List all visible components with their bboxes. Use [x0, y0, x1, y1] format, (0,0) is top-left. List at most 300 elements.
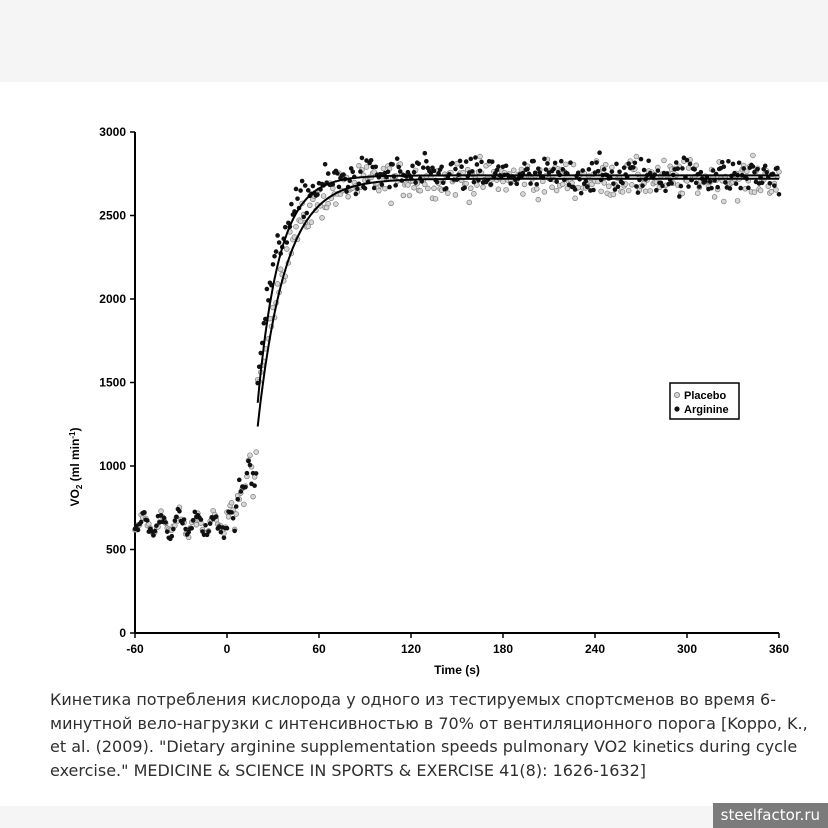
data-point-arginine — [289, 202, 294, 207]
data-point-placebo — [481, 185, 486, 190]
data-point-arginine — [636, 190, 641, 195]
data-point-arginine — [355, 186, 360, 191]
data-point-arginine — [551, 167, 556, 172]
data-point-arginine — [616, 184, 621, 189]
data-point-arginine — [534, 182, 539, 187]
data-point-arginine — [488, 182, 493, 187]
data-point-placebo — [241, 502, 246, 507]
data-point-arginine — [515, 182, 520, 187]
data-point-arginine — [369, 158, 374, 163]
site-watermark: steelfactor.ru — [713, 803, 828, 828]
data-point-arginine — [746, 186, 751, 191]
data-point-arginine — [222, 535, 227, 540]
data-point-placebo — [751, 153, 756, 158]
data-point-arginine — [458, 159, 463, 164]
data-point-placebo — [464, 181, 469, 186]
data-point-arginine — [199, 517, 204, 522]
data-point-arginine — [654, 188, 659, 193]
data-point-placebo — [346, 194, 351, 199]
data-point-arginine — [154, 523, 159, 528]
data-point-arginine — [416, 161, 421, 166]
data-point-placebo — [383, 186, 388, 191]
data-point-arginine — [203, 523, 208, 528]
data-point-placebo — [496, 187, 501, 192]
data-point-placebo — [418, 188, 423, 193]
data-point-arginine — [542, 157, 547, 162]
data-point-arginine — [153, 529, 158, 534]
data-point-placebo — [758, 188, 763, 193]
data-point-arginine — [423, 151, 428, 156]
data-point-placebo — [467, 200, 472, 205]
data-point-placebo — [606, 184, 611, 189]
data-point-placebo — [433, 196, 438, 201]
data-point-arginine — [373, 165, 378, 170]
data-point-arginine — [734, 181, 739, 186]
data-point-placebo — [320, 215, 325, 220]
data-point-placebo — [284, 247, 289, 252]
data-point-arginine — [162, 516, 167, 521]
data-point-placebo — [626, 188, 631, 193]
data-point-placebo — [159, 509, 164, 514]
data-point-placebo — [307, 203, 312, 208]
data-point-arginine — [323, 162, 328, 167]
data-point-arginine — [479, 160, 484, 165]
data-point-arginine — [387, 185, 392, 190]
bottom-band — [0, 806, 828, 828]
data-point-arginine — [163, 520, 168, 525]
data-point-placebo — [326, 201, 331, 206]
data-point-placebo — [712, 194, 717, 199]
data-point-placebo — [536, 197, 541, 202]
data-point-placebo — [603, 162, 608, 167]
data-point-arginine — [432, 169, 437, 174]
data-point-arginine — [234, 504, 239, 509]
data-point-placebo — [275, 282, 280, 287]
x-tick-label: 240 — [584, 642, 606, 656]
data-point-arginine — [225, 526, 230, 531]
data-point-placebo — [695, 191, 700, 196]
data-point-arginine — [545, 161, 550, 166]
data-point-arginine — [508, 181, 513, 186]
data-point-arginine — [277, 240, 282, 245]
data-point-arginine — [271, 262, 276, 267]
data-point-placebo — [620, 190, 625, 195]
data-point-arginine — [214, 514, 219, 519]
data-point-arginine — [170, 534, 175, 539]
data-point-arginine — [390, 162, 395, 167]
x-tick-label: 120 — [400, 642, 422, 656]
data-point-arginine — [775, 166, 780, 171]
data-point-arginine — [254, 471, 259, 476]
data-point-arginine — [424, 159, 429, 164]
data-point-arginine — [656, 168, 661, 173]
data-point-arginine — [151, 533, 156, 538]
data-point-arginine — [274, 249, 279, 254]
data-point-arginine — [699, 170, 704, 175]
data-point-placebo — [306, 224, 311, 229]
data-point-arginine — [751, 164, 756, 169]
data-point-arginine — [587, 167, 592, 172]
data-point-placebo — [560, 182, 565, 187]
y-axis-title-end: ) — [68, 427, 82, 432]
x-tick-label: 0 — [223, 642, 231, 656]
data-point-arginine — [646, 158, 651, 163]
data-point-placebo — [648, 188, 653, 193]
data-point-arginine — [686, 184, 691, 189]
data-point-arginine — [469, 157, 474, 162]
data-point-arginine — [358, 169, 363, 174]
data-point-arginine — [237, 478, 242, 483]
data-point-arginine — [248, 463, 253, 468]
data-point-placebo — [752, 190, 757, 195]
data-point-placebo — [333, 202, 338, 207]
data-point-arginine — [760, 181, 765, 186]
data-point-arginine — [720, 160, 725, 165]
data-point-arginine — [633, 160, 638, 165]
data-point-arginine — [380, 182, 385, 187]
data-point-placebo — [599, 189, 604, 194]
data-point-arginine — [694, 181, 699, 186]
data-point-arginine — [326, 171, 331, 176]
data-point-arginine — [232, 529, 237, 534]
data-point-placebo — [381, 166, 386, 171]
data-point-arginine — [229, 510, 234, 515]
data-point-arginine — [441, 180, 446, 185]
data-point-placebo — [634, 154, 639, 159]
data-point-placebo — [522, 182, 527, 187]
data-point-arginine — [642, 168, 647, 173]
data-point-placebo — [501, 179, 506, 184]
data-point-arginine — [663, 189, 668, 194]
data-point-arginine — [680, 166, 685, 171]
data-point-placebo — [550, 185, 555, 190]
data-point-arginine — [579, 191, 584, 196]
data-point-arginine — [464, 159, 469, 164]
data-point-arginine — [674, 160, 679, 165]
data-point-placebo — [721, 199, 726, 204]
data-point-arginine — [372, 186, 377, 191]
data-point-arginine — [246, 459, 251, 464]
data-point-arginine — [182, 517, 187, 522]
data-point-placebo — [453, 192, 458, 197]
x-tick-label: 180 — [492, 642, 514, 656]
data-point-placebo — [686, 166, 691, 171]
data-point-arginine — [283, 225, 288, 230]
data-point-arginine — [398, 169, 403, 174]
data-point-placebo — [298, 219, 303, 224]
data-point-arginine — [453, 167, 458, 172]
data-point-arginine — [522, 161, 527, 166]
data-point-arginine — [728, 186, 733, 191]
data-point-arginine — [139, 520, 144, 525]
data-point-arginine — [208, 521, 213, 526]
data-point-arginine — [354, 192, 359, 197]
data-point-arginine — [722, 164, 727, 169]
y-axis-title-main: VO — [68, 489, 82, 507]
data-point-placebo — [226, 514, 231, 519]
data-point-arginine — [614, 162, 619, 167]
data-point-arginine — [311, 184, 316, 189]
data-point-arginine — [573, 187, 578, 192]
data-point-arginine — [295, 196, 300, 201]
data-point-arginine — [602, 167, 607, 172]
data-point-placebo — [229, 500, 234, 505]
data-point-arginine — [768, 181, 773, 186]
data-point-arginine — [252, 483, 257, 488]
data-point-arginine — [741, 166, 746, 171]
x-tick-label: 60 — [312, 642, 326, 656]
data-point-arginine — [622, 165, 627, 170]
data-point-arginine — [439, 164, 444, 169]
data-point-arginine — [626, 161, 631, 166]
data-point-placebo — [278, 267, 283, 272]
data-point-arginine — [410, 164, 415, 169]
legend-label-arginine: Arginine — [684, 404, 729, 416]
data-point-arginine — [165, 529, 170, 534]
data-point-arginine — [660, 184, 665, 189]
data-point-placebo — [389, 201, 394, 206]
data-point-arginine — [591, 188, 596, 193]
data-point-arginine — [272, 254, 277, 259]
data-point-arginine — [306, 188, 311, 193]
data-point-arginine — [738, 186, 743, 191]
data-point-arginine — [692, 167, 697, 172]
data-point-placebo — [468, 186, 473, 191]
data-point-arginine — [669, 181, 674, 186]
data-point-arginine — [470, 169, 475, 174]
y-axis-title-rest: (ml min — [68, 438, 82, 485]
data-point-arginine — [235, 497, 240, 502]
data-point-arginine — [395, 156, 400, 161]
data-point-arginine — [531, 159, 536, 164]
data-point-placebo — [461, 170, 466, 175]
data-point-arginine — [304, 211, 309, 216]
data-point-arginine — [677, 194, 682, 199]
data-point-arginine — [300, 179, 305, 184]
data-point-placebo — [735, 198, 740, 203]
data-point-arginine — [631, 165, 636, 170]
data-point-placebo — [376, 188, 381, 193]
y-tick-label: 1500 — [99, 375, 126, 390]
vo2-kinetics-chart — [0, 82, 828, 682]
data-point-placebo — [554, 188, 559, 193]
data-point-arginine — [475, 162, 480, 167]
data-point-arginine — [639, 157, 644, 162]
data-point-arginine — [303, 183, 308, 188]
data-point-placebo — [769, 189, 774, 194]
x-axis-title: Time (s) — [434, 663, 480, 677]
data-point-placebo — [234, 512, 239, 517]
data-point-arginine — [553, 161, 558, 166]
data-point-arginine — [697, 184, 702, 189]
data-point-arginine — [298, 188, 303, 193]
data-point-arginine — [350, 170, 355, 175]
data-point-arginine — [315, 192, 320, 197]
y-tick-label: 0 — [119, 626, 126, 640]
x-tick-label: -60 — [126, 642, 144, 656]
data-point-placebo — [504, 187, 509, 192]
data-point-placebo — [425, 186, 430, 191]
data-point-arginine — [360, 156, 365, 161]
data-point-placebo — [774, 187, 779, 192]
chart-points — [133, 150, 782, 541]
y-tick-label: 2500 — [99, 208, 126, 223]
data-point-arginine — [413, 180, 418, 185]
data-point-arginine — [504, 163, 509, 168]
data-point-placebo — [432, 186, 437, 191]
data-point-arginine — [688, 162, 693, 167]
data-point-placebo — [248, 453, 253, 458]
data-point-arginine — [421, 165, 426, 170]
data-point-arginine — [363, 186, 368, 191]
data-point-arginine — [275, 233, 280, 238]
data-point-arginine — [590, 161, 595, 166]
data-point-arginine — [568, 160, 573, 165]
data-point-arginine — [396, 165, 401, 170]
data-point-arginine — [777, 192, 782, 197]
data-point-arginine — [177, 509, 182, 514]
data-point-arginine — [596, 169, 601, 174]
data-point-placebo — [478, 154, 483, 159]
data-point-arginine — [585, 184, 590, 189]
data-point-arginine — [473, 155, 478, 160]
data-point-arginine — [737, 160, 742, 165]
data-point-arginine — [171, 527, 176, 532]
data-point-arginine — [723, 180, 728, 185]
data-point-placebo — [254, 450, 259, 455]
data-point-placebo — [573, 196, 578, 201]
data-point-arginine — [243, 485, 248, 490]
fit-line-arginine — [258, 175, 779, 402]
data-point-arginine — [685, 158, 690, 163]
y-tick-label: 3000 — [99, 125, 126, 139]
x-tick-label: 300 — [676, 642, 698, 656]
data-point-arginine — [538, 170, 543, 175]
y-tick-label: 2000 — [99, 292, 126, 306]
data-point-arginine — [496, 164, 501, 169]
y-tick-label: 1000 — [99, 459, 126, 473]
data-point-arginine — [444, 186, 449, 191]
data-point-arginine — [640, 183, 645, 188]
data-point-placebo — [611, 192, 616, 197]
data-point-arginine — [709, 186, 714, 191]
data-point-arginine — [219, 530, 224, 535]
data-point-placebo — [401, 193, 406, 198]
legend — [670, 383, 739, 419]
data-point-arginine — [189, 526, 194, 531]
data-point-arginine — [341, 172, 346, 177]
data-point-arginine — [239, 489, 244, 494]
data-point-arginine — [206, 529, 211, 534]
data-point-arginine — [554, 179, 559, 184]
data-point-arginine — [559, 159, 564, 164]
data-point-placebo — [407, 193, 412, 198]
data-point-placebo — [194, 522, 199, 527]
data-point-placebo — [609, 165, 614, 170]
data-point-arginine — [231, 516, 236, 521]
data-point-arginine — [490, 159, 495, 164]
data-point-arginine — [634, 184, 639, 189]
y-axis-title — [68, 428, 84, 507]
data-point-arginine — [617, 169, 622, 174]
data-point-arginine — [620, 181, 625, 186]
data-point-arginine — [580, 168, 585, 173]
data-point-arginine — [462, 185, 467, 190]
data-point-arginine — [412, 170, 417, 175]
data-point-arginine — [191, 518, 196, 523]
legend-marker-placebo — [674, 392, 679, 397]
data-point-placebo — [309, 220, 314, 225]
data-point-placebo — [321, 194, 326, 199]
data-point-arginine — [301, 215, 306, 220]
data-point-arginine — [594, 160, 599, 165]
data-point-arginine — [335, 171, 340, 176]
data-point-placebo — [662, 158, 667, 163]
data-point-arginine — [435, 180, 440, 185]
data-point-placebo — [542, 190, 547, 195]
data-point-arginine — [337, 185, 342, 190]
data-point-placebo — [643, 189, 648, 194]
y-axis-title-sub: 2 — [75, 484, 84, 490]
data-point-placebo — [534, 186, 539, 191]
data-point-placebo — [364, 165, 369, 170]
top-band — [0, 0, 828, 82]
y-axis-title-sup: -1 — [68, 431, 77, 439]
data-point-arginine — [726, 159, 731, 164]
data-point-arginine — [772, 183, 777, 188]
data-point-arginine — [611, 181, 616, 186]
data-point-arginine — [755, 167, 760, 172]
legend-marker-arginine — [674, 406, 679, 411]
data-point-arginine — [472, 180, 477, 185]
data-point-arginine — [386, 169, 391, 174]
data-point-arginine — [679, 184, 684, 189]
data-point-arginine — [459, 164, 464, 169]
data-point-arginine — [763, 164, 768, 169]
data-point-arginine — [731, 162, 736, 167]
data-point-arginine — [610, 169, 615, 174]
data-point-arginine — [136, 528, 141, 533]
data-point-placebo — [563, 162, 568, 167]
data-point-arginine — [294, 187, 299, 192]
data-point-placebo — [445, 191, 450, 196]
data-point-arginine — [708, 179, 713, 184]
data-point-arginine — [450, 161, 455, 166]
data-point-arginine — [265, 287, 270, 292]
data-point-placebo — [356, 163, 361, 168]
data-point-placebo — [511, 168, 516, 173]
data-point-arginine — [478, 168, 483, 173]
data-point-arginine — [597, 150, 602, 155]
data-point-arginine — [715, 185, 720, 190]
data-point-placebo — [294, 224, 299, 229]
y-tick-label: 500 — [105, 542, 126, 557]
data-point-arginine — [711, 168, 716, 173]
data-point-arginine — [262, 321, 267, 326]
data-point-placebo — [251, 494, 256, 499]
data-point-placebo — [471, 191, 476, 196]
x-tick-label: 360 — [768, 642, 790, 656]
data-point-arginine — [393, 183, 398, 188]
data-point-arginine — [676, 166, 681, 171]
figure-caption: Кинетика потребления кислорода у одного из тестируемых спортсменов во время 6-минутной вело-нагрузки с интенсивностью в 70% от вентиляционного порога [Koppo, K., et al. (2009). "Dietary arginine supplementation speeds pulmonary VO2 kinetics during cycle exercise." MEDICINE & SCIENCE IN SPORTS & EXERCISE 41(8): 1626-1632] — [50, 690, 808, 780]
data-point-arginine — [174, 515, 179, 520]
data-point-arginine — [142, 510, 147, 515]
legend-label-placebo: Placebo — [684, 390, 727, 402]
data-point-placebo — [521, 192, 526, 197]
data-point-arginine — [525, 167, 530, 172]
data-point-arginine — [245, 471, 250, 476]
